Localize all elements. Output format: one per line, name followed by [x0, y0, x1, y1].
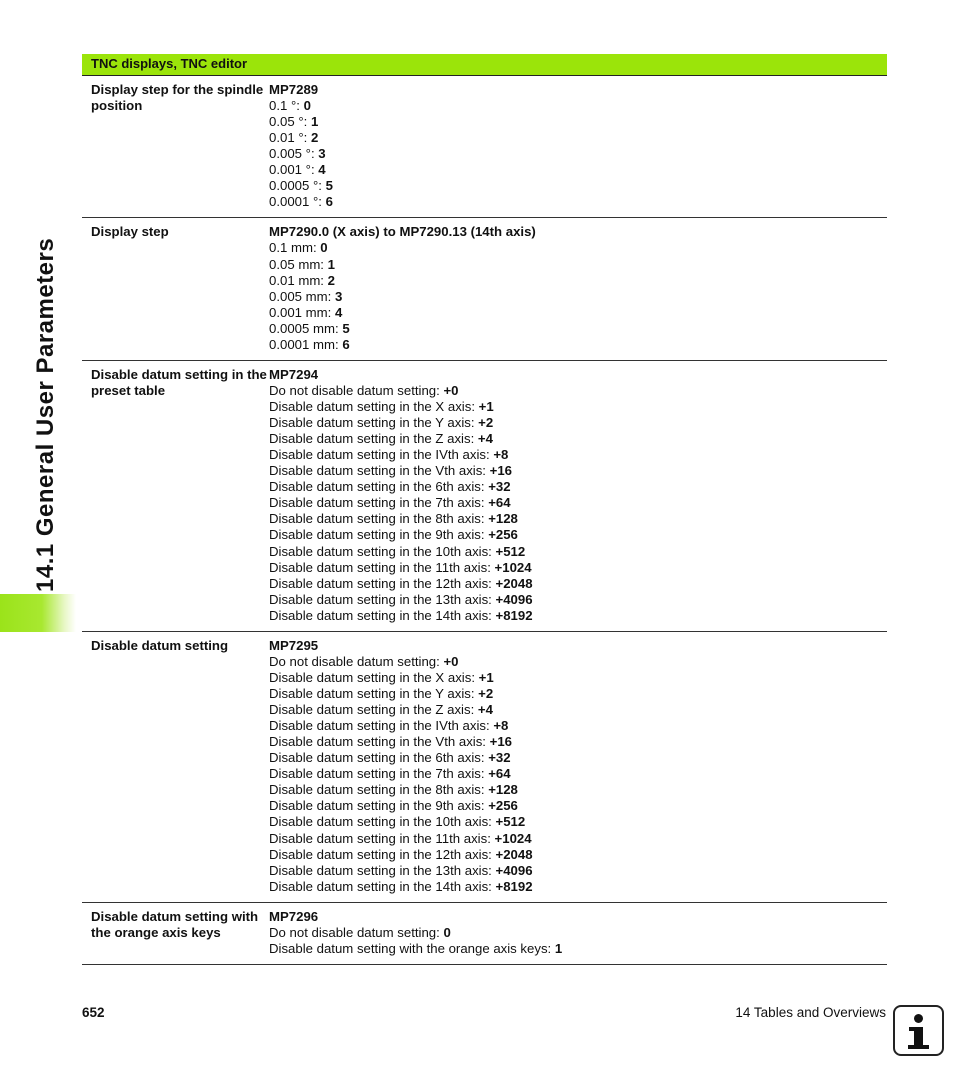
option-line [269, 879, 887, 895]
option-line [269, 718, 887, 734]
option-text: 0.0005 mm: [269, 320, 343, 336]
option-value: +2 [478, 685, 494, 701]
option-value: +512 [495, 543, 526, 559]
option-line [269, 447, 887, 463]
parameter-values [269, 909, 887, 957]
table-row [82, 903, 887, 965]
option-text: Disable datum setting in the 10th axis: [269, 543, 496, 559]
option-line [269, 146, 887, 162]
option-value: 1 [327, 256, 335, 272]
option-value: +512 [495, 814, 526, 830]
option-value: +16 [489, 734, 513, 750]
option-text: Do not disable datum setting: [269, 653, 444, 669]
option-value: +8192 [495, 607, 533, 623]
option-line [269, 750, 887, 766]
page-number: 652 [82, 1005, 105, 1020]
machine-parameter-id: MP7295 [269, 637, 319, 653]
option-text: 0.005 °: [269, 146, 319, 162]
parameter-values [269, 82, 887, 210]
option-line [269, 162, 887, 178]
machine-parameter-id: MP7289 [269, 82, 319, 97]
parameter-label: Display step [91, 224, 169, 240]
option-text: Disable datum setting in the IVth axis: [269, 447, 494, 463]
option-text: Disable datum setting in the 11th axis: [269, 830, 495, 846]
option-line [269, 925, 887, 941]
option-value: +1024 [494, 559, 532, 575]
option-text: 0.0001 °: [269, 194, 326, 210]
parameter-label: Display step for the spindle position [91, 82, 264, 113]
parameter-label: Disable datum setting with the orange axis keys [91, 908, 259, 940]
option-text: Do not disable datum setting: [269, 924, 444, 940]
option-value: 3 [334, 288, 343, 304]
option-value: +0 [443, 382, 459, 398]
option-value: +4096 [495, 862, 533, 878]
option-value: 4 [334, 304, 343, 320]
chapter-side-title-text: 14.1 General User Parameters [32, 237, 59, 592]
chapter-side-title [28, 52, 64, 592]
option-line [269, 431, 887, 447]
option-line [269, 321, 887, 337]
option-line [269, 863, 887, 879]
option-value: 0 [320, 240, 328, 256]
option-value: 0 [443, 924, 451, 940]
option-line [269, 495, 887, 511]
info-icon-base [908, 1045, 929, 1049]
machine-parameter-id: MP7290.0 (X axis) to MP7290.13 (14th axis) [269, 224, 536, 240]
machine-parameter-id: MP7296 [269, 908, 319, 924]
option-text: Disable datum setting in the 8th axis: [269, 511, 489, 527]
option-value: 3 [318, 146, 326, 162]
option-value: +256 [488, 527, 518, 543]
option-line [269, 98, 887, 114]
option-text: Disable datum setting in the 12th axis: [269, 846, 496, 862]
option-line [269, 654, 887, 670]
option-value: +2048 [495, 575, 533, 591]
option-text: Disable datum setting in the 7th axis: [269, 495, 489, 511]
option-line [269, 399, 887, 415]
option-text: 0.0005 °: [269, 178, 326, 194]
option-value: 6 [325, 194, 333, 210]
option-line [269, 576, 887, 592]
parameter-values [269, 638, 887, 895]
option-line [269, 734, 887, 750]
option-line [269, 240, 887, 256]
option-line [269, 289, 887, 305]
option-line [269, 782, 887, 798]
option-line [269, 941, 887, 957]
option-text: Disable datum setting in the Z axis: [269, 431, 478, 447]
option-line [269, 798, 887, 814]
option-text: Disable datum setting in the Y axis: [269, 685, 479, 701]
option-line [269, 257, 887, 273]
option-text: Do not disable datum setting: [269, 382, 444, 398]
option-value: 2 [327, 272, 335, 288]
option-value: +16 [489, 463, 513, 479]
option-text: 0.001 °: [269, 162, 319, 178]
option-text: Disable datum setting in the IVth axis: [269, 718, 494, 734]
option-text: Disable datum setting in the 9th axis: [269, 798, 489, 814]
option-line [269, 415, 887, 431]
parameter-values [269, 367, 887, 624]
option-value: 5 [325, 178, 333, 194]
option-text: 0.01 mm: [269, 272, 328, 288]
option-value: 1 [554, 940, 563, 956]
option-line [269, 130, 887, 146]
table-header: TNC displays, TNC editor [82, 54, 887, 76]
option-text: Disable datum setting with the orange axis keys: [269, 940, 555, 956]
machine-parameter-id: MP7294 [269, 366, 319, 382]
table-rows [82, 76, 887, 965]
option-text: Disable datum setting in the 14th axis: [269, 607, 496, 623]
option-line [269, 178, 887, 194]
option-line [269, 511, 887, 527]
option-value: +32 [488, 479, 511, 495]
option-value: +2 [478, 415, 494, 430]
option-line [269, 273, 887, 289]
option-line [269, 847, 887, 863]
parameter-label: Disable datum setting in the preset table [91, 366, 267, 398]
option-text: Disable datum setting in the X axis: [269, 669, 479, 685]
option-text: 0.005 mm: [269, 288, 335, 304]
option-value: +4 [477, 431, 493, 447]
option-value: +64 [488, 766, 511, 782]
option-value: +1 [478, 398, 494, 414]
option-line [269, 527, 887, 543]
option-value: 0 [303, 98, 311, 113]
option-text: Disable datum setting in the Z axis: [269, 702, 478, 717]
parameter-label: Disable datum setting [91, 637, 229, 653]
option-value: +0 [443, 653, 459, 669]
option-text: Disable datum setting in the 13th axis: [269, 591, 496, 607]
option-line [269, 686, 887, 702]
option-text: 0.0001 mm: [269, 336, 343, 352]
option-value: 1 [310, 114, 319, 130]
option-line [269, 463, 887, 479]
option-line [269, 479, 887, 495]
option-line [269, 670, 887, 686]
option-text: Disable datum setting in the Y axis: [269, 415, 479, 430]
option-text: 0.001 mm: [269, 304, 335, 320]
table-row [82, 218, 887, 360]
option-text: 0.1 mm: [269, 240, 321, 256]
option-text: Disable datum setting in the Vth axis: [269, 463, 490, 479]
option-value: +64 [488, 495, 511, 511]
option-text: Disable datum setting in the 13th axis: [269, 862, 496, 878]
option-value: +128 [488, 511, 518, 527]
option-line [269, 814, 887, 830]
option-line [269, 383, 887, 399]
option-value: +128 [488, 782, 518, 798]
option-value: +256 [488, 798, 518, 814]
option-value: +2048 [495, 846, 533, 862]
option-line [269, 194, 887, 210]
option-text: Disable datum setting in the 6th axis: [269, 479, 489, 495]
option-text: 0.05 °: [269, 114, 311, 130]
info-icon [893, 1005, 944, 1056]
option-text: Disable datum setting in the 11th axis: [269, 559, 495, 575]
option-text: Disable datum setting in the 9th axis: [269, 527, 489, 543]
option-line [269, 608, 887, 624]
option-line [269, 560, 887, 576]
option-text: 0.01 °: [269, 130, 311, 146]
option-text: Disable datum setting in the X axis: [269, 398, 479, 414]
option-value: +8 [493, 718, 509, 734]
option-value: +1024 [494, 830, 532, 846]
option-line [269, 592, 887, 608]
option-text: 0.05 mm: [269, 256, 328, 272]
option-text: 0.1 °: [269, 98, 304, 113]
option-line [269, 831, 887, 847]
option-value: +32 [488, 750, 511, 766]
option-line [269, 544, 887, 560]
option-value: +4 [477, 702, 493, 717]
chapter-tab-marker [0, 594, 76, 632]
option-text: Disable datum setting in the 10th axis: [269, 814, 496, 830]
parameter-values [269, 224, 887, 352]
option-text: Disable datum setting in the 14th axis: [269, 878, 496, 894]
table-row [82, 632, 887, 903]
option-text: Disable datum setting in the 8th axis: [269, 782, 489, 798]
option-line [269, 305, 887, 321]
option-text: Disable datum setting in the 7th axis: [269, 766, 489, 782]
option-text: Disable datum setting in the 12th axis: [269, 575, 496, 591]
option-line [269, 337, 887, 353]
option-value: 2 [310, 130, 319, 146]
option-value: 6 [342, 336, 350, 352]
option-text: Disable datum setting in the Vth axis: [269, 734, 490, 750]
option-text: Disable datum setting in the 6th axis: [269, 750, 489, 766]
option-value: +8192 [495, 878, 533, 894]
option-line [269, 114, 887, 130]
option-value: 4 [318, 162, 326, 178]
option-line [269, 702, 887, 718]
info-icon-dot [914, 1014, 923, 1023]
option-value: +4096 [495, 591, 533, 607]
table-row [82, 76, 887, 218]
option-value: 5 [342, 320, 350, 336]
chapter-name: 14 Tables and Overviews [735, 1005, 886, 1020]
parameter-table [82, 54, 887, 965]
option-value: +1 [478, 669, 494, 685]
table-row [82, 361, 887, 632]
option-line [269, 766, 887, 782]
option-value: +8 [493, 447, 509, 463]
